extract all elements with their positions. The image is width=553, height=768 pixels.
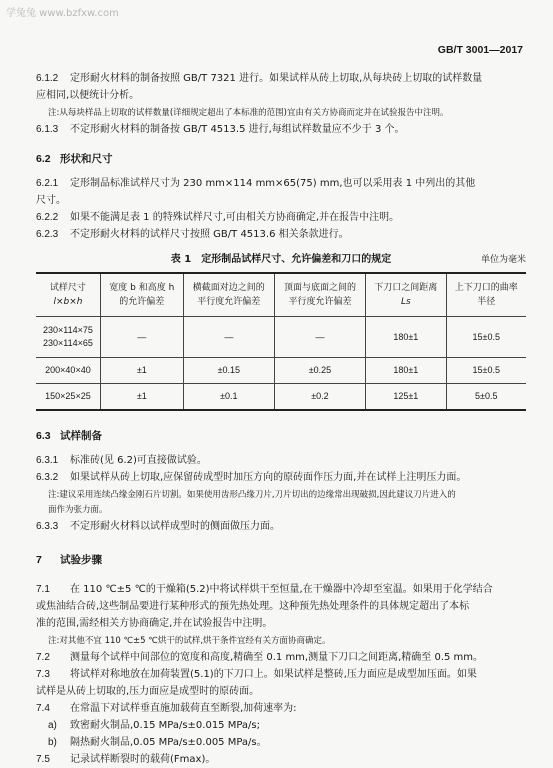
table-row bbox=[36, 384, 526, 411]
table-row bbox=[36, 358, 526, 384]
clause-text: 不定形耐火材料的制备按 GB/T 4513.5 进行,每组试样数量应不少于 3 个。 bbox=[70, 124, 405, 135]
clause-number: 6.2.2 bbox=[36, 212, 59, 223]
cell: 15±0.5 bbox=[446, 317, 526, 358]
section-6-3-heading bbox=[36, 427, 526, 445]
header-cross-section-parallelism: 横截面对边之间的 平行度允许偏差 bbox=[183, 273, 274, 317]
table-1 bbox=[36, 252, 526, 411]
header-lower-span-distance: 下刀口之间距离 Ls bbox=[366, 273, 447, 317]
list-label: a) bbox=[48, 720, 57, 731]
section-6-2-heading bbox=[36, 150, 526, 168]
clause-number: 6.3.2 bbox=[36, 472, 59, 483]
clause-number: 6.2.3 bbox=[36, 229, 59, 240]
header-edge-radius: 上下刀口的曲率 半径 bbox=[446, 273, 526, 317]
clause-text: 定形制品标准试样尺寸为 230 mm×114 mm×65(75) mm,也可以采用表 1 中列出的其他 bbox=[70, 178, 476, 189]
list-item-b bbox=[36, 734, 526, 751]
clause-number: 6.3.3 bbox=[36, 521, 59, 532]
note-7-1: 注:对其他不宜 110 ℃±5 ℃烘干的试样,烘干条件宜经有关方面协商确定。 bbox=[48, 636, 331, 646]
cell-size: 150×25×25 bbox=[36, 384, 100, 411]
cell: ±0.15 bbox=[183, 358, 274, 384]
clause-7-3-cont: 试样是从砖上切取的,压力面应是成型时的原砖面。 bbox=[36, 686, 260, 697]
cell-size: 230×114×75 230×114×65 bbox=[36, 317, 100, 358]
clause-6-2-3 bbox=[36, 226, 526, 243]
specimen-table bbox=[36, 272, 526, 411]
list-text: 隔热耐火制品,0.05 MPa/s±0.005 MPa/s。 bbox=[70, 737, 267, 748]
cell-size: 200×40×40 bbox=[36, 358, 100, 384]
section-7-heading bbox=[36, 551, 526, 569]
table-caption bbox=[36, 252, 526, 268]
clause-6-1-2 bbox=[36, 70, 526, 87]
header-specimen-size: 试样尺寸 l×b×h bbox=[36, 273, 100, 317]
clause-6-2-2 bbox=[36, 209, 526, 226]
table-row bbox=[36, 317, 526, 358]
clause-number: 7.1 bbox=[36, 584, 50, 595]
cell: — bbox=[100, 317, 183, 358]
cell: 5±0.5 bbox=[446, 384, 526, 411]
cell: 15±0.5 bbox=[446, 358, 526, 384]
note-6-3-2-cont: 面作为张力面。 bbox=[48, 505, 108, 515]
section-number: 6.2 bbox=[36, 153, 51, 165]
section-title: 试样制备 bbox=[60, 430, 102, 442]
cell: ±0.25 bbox=[274, 358, 365, 384]
clause-number: 6.1.3 bbox=[36, 124, 59, 135]
note-6-3-2: 注:建议采用连续凸缘金刚石片切割。如果使用齿形凸缘刀片,刀片切出的边缘常出现破损,因此建议刀片进入的 bbox=[48, 490, 456, 500]
header-top-bottom-parallelism: 顶面与底面之间的 平行度允许偏差 bbox=[274, 273, 365, 317]
list-text: 致密耐火制品,0.15 MPa/s±0.015 MPa/s; bbox=[70, 720, 261, 731]
clause-number: 6.2.1 bbox=[36, 178, 59, 189]
clause-number: 7.4 bbox=[36, 703, 50, 714]
clause-number: 7.2 bbox=[36, 652, 50, 663]
header-width-height-tolerance: 宽度 b 和高度 h 的允许偏差 bbox=[100, 273, 183, 317]
clause-text: 如果试样从砖上切取,应保留砖成型时加压方向的原砖面作压力面,并在试样上注明压力面。 bbox=[70, 472, 467, 483]
clause-text: 在常温下对试样垂直施加载荷直至断裂,加荷速率为: bbox=[70, 703, 297, 714]
list-item-a bbox=[36, 717, 526, 734]
section-number: 6.3 bbox=[36, 430, 51, 442]
clause-7-1 bbox=[36, 581, 526, 598]
clause-7-1-cont2: 准的范围,需经相关方协商确定,并在试验报告中注明。 bbox=[36, 618, 273, 629]
clause-text: 不定形耐火材料的试样尺寸按照 GB/T 4513.6 相关条款进行。 bbox=[70, 229, 349, 240]
clause-text: 在 110 ℃±5 ℃的干燥箱(5.2)中将试样烘干至恒量,在干燥器中冷却至室温。如果用于化学结合 bbox=[70, 584, 493, 595]
clause-6-3-1 bbox=[36, 452, 526, 469]
clause-6-2-1 bbox=[36, 175, 526, 192]
clause-7-3 bbox=[36, 666, 526, 683]
cell: 125±1 bbox=[366, 384, 447, 411]
cell: ±1 bbox=[100, 358, 183, 384]
table-title: 表 1 定形制品试样尺寸、允许偏差和刀口的规定 bbox=[170, 254, 392, 265]
clause-7-1-cont: 或焦油结合砖,这些制品要进行某种形式的预先热处理。这种预先热处理条件的具体规定超出了本标 bbox=[36, 601, 470, 612]
cell: — bbox=[183, 317, 274, 358]
table-unit: 单位为毫米 bbox=[480, 255, 526, 265]
clause-number: 6.1.2 bbox=[36, 73, 59, 84]
cell: ±0.1 bbox=[183, 384, 274, 411]
cell: — bbox=[274, 317, 365, 358]
section-title: 试验步骤 bbox=[60, 554, 102, 566]
clause-text: 不定形耐火材料以试样成型时的侧面做压力面。 bbox=[70, 521, 280, 532]
table-header-row bbox=[36, 273, 526, 317]
cell: 180±1 bbox=[366, 317, 447, 358]
clause-6-2-1-cont: 尺寸。 bbox=[36, 195, 66, 206]
cell: ±0.2 bbox=[274, 384, 365, 411]
clause-6-1-2-cont: 应相同,以便统计分析。 bbox=[36, 90, 140, 101]
clause-6-3-2 bbox=[36, 469, 526, 486]
clause-text: 记录试样断裂时的载荷(Fmax)。 bbox=[70, 754, 216, 765]
clause-text: 将试样对称地放在加荷装置(5.1)的下刀口上。如果试样是整砖,压力面应是成型加压面。如果 bbox=[70, 669, 477, 680]
cell: 180±1 bbox=[366, 358, 447, 384]
clause-7-5 bbox=[36, 751, 526, 768]
clause-text: 如果不能满足表 1 的特殊试样尺寸,可由相关方协商确定,并在报告中注明。 bbox=[70, 212, 400, 223]
clause-number: 6.3.1 bbox=[36, 455, 59, 466]
clause-7-4 bbox=[36, 700, 526, 717]
clause-text: 标准砖(见 6.2)可直接做试验。 bbox=[70, 455, 207, 466]
list-label: b) bbox=[48, 737, 57, 748]
standard-code: GB/T 3001—2017 bbox=[437, 44, 523, 56]
watermark: 学兔兔 www.bzfxw.com bbox=[6, 8, 119, 19]
section-title: 形状和尺寸 bbox=[60, 153, 113, 165]
clause-text: 定形耐火材料的制备按照 GB/T 7321 进行。如果试样从砖上切取,从每块砖上切取的试样数量 bbox=[70, 73, 483, 84]
clause-7-2 bbox=[36, 649, 526, 666]
document-body bbox=[36, 70, 526, 768]
clause-text: 测量每个试样中间部位的宽度和高度,精确至 0.1 mm,测量下刀口之间距离,精确至 0.5 mm。 bbox=[70, 652, 484, 663]
cell: ±1 bbox=[100, 384, 183, 411]
section-number: 7 bbox=[36, 554, 42, 566]
clause-number: 7.5 bbox=[36, 754, 50, 765]
clause-number: 7.3 bbox=[36, 669, 50, 680]
note-6-1-2: 注:从每块样品上切取的试样数量(详细规定超出了本标准的范围)宜由有关方协商而定并在试验报告中注明。 bbox=[48, 108, 449, 118]
clause-6-1-3 bbox=[36, 121, 526, 138]
clause-6-3-3 bbox=[36, 518, 526, 535]
